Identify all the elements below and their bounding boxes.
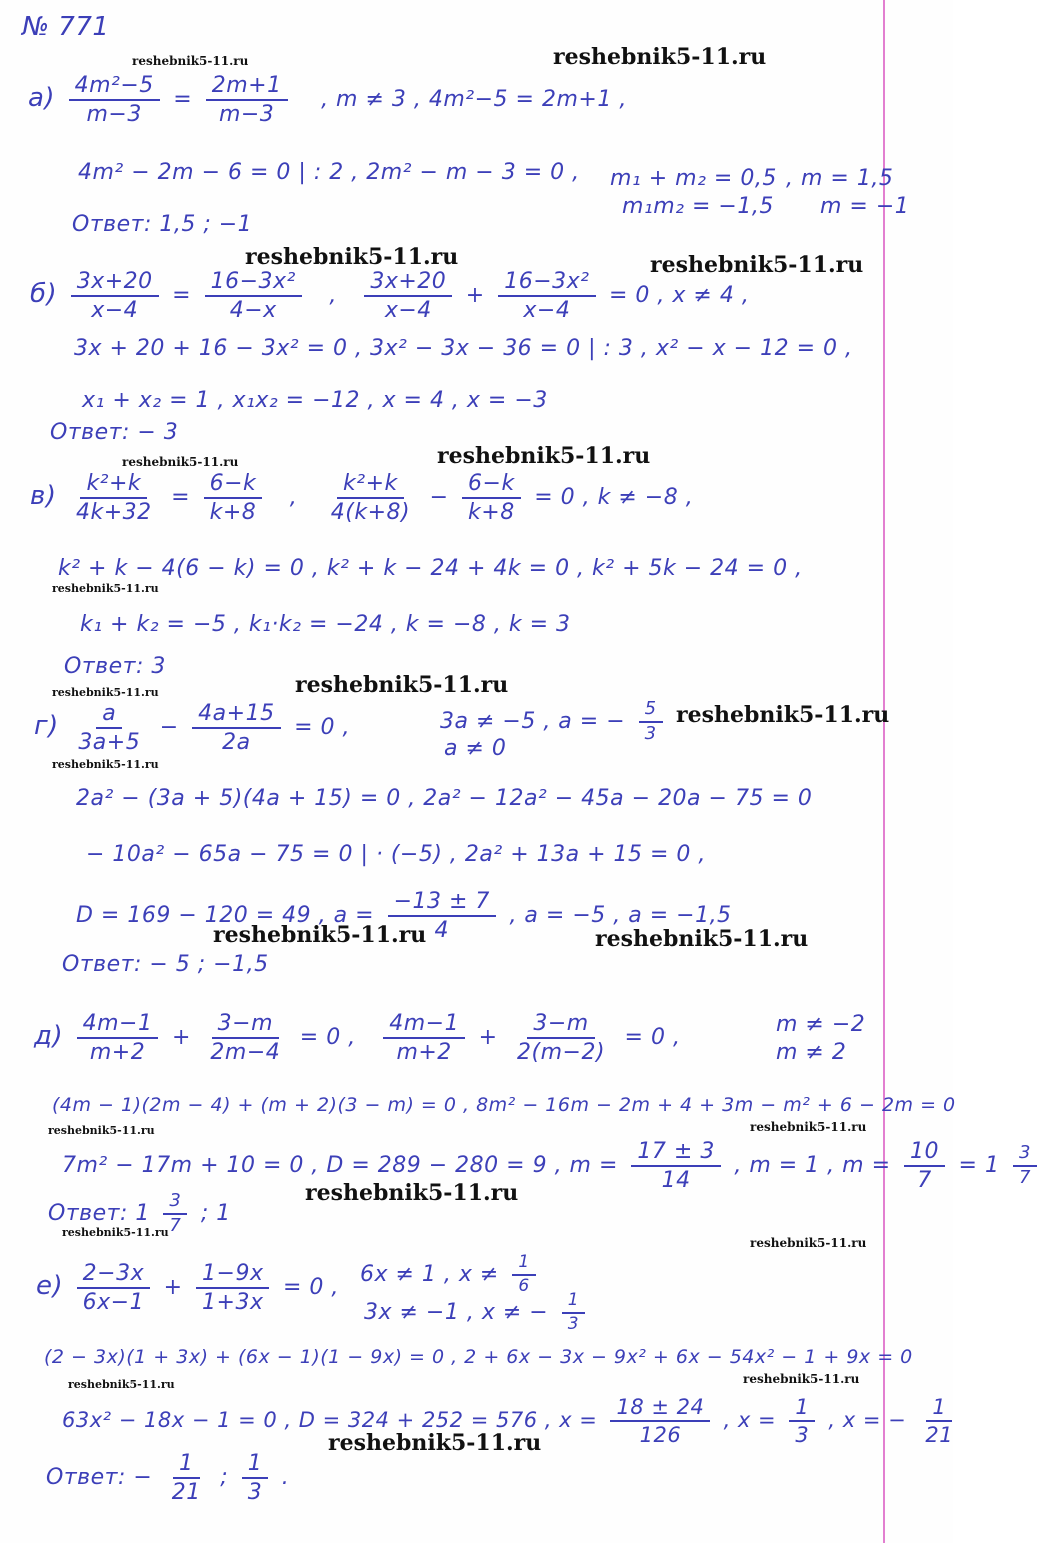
numerator: 6−k bbox=[204, 472, 263, 499]
denominator: 6 bbox=[518, 1275, 530, 1296]
condition-text: 3a ≠ −5 , a = − bbox=[440, 708, 626, 734]
part-a-line2: 4m² − 2m − 6 = 0 | : 2 , 2m² − m − 3 = 0 , bbox=[78, 160, 580, 185]
part-a-line1 bbox=[28, 74, 627, 126]
equals-zero: = 0 , bbox=[282, 1275, 339, 1301]
numerator: 2−3x bbox=[77, 1262, 150, 1289]
watermark: reshebnik5-11.ru bbox=[48, 1124, 155, 1137]
discriminant-text: 7m² − 17m + 10 = 0 , D = 289 − 280 = 9 , m = bbox=[62, 1153, 618, 1179]
watermark: reshebnik5-11.ru bbox=[245, 244, 459, 270]
fraction bbox=[205, 270, 302, 322]
denominator: 21 bbox=[171, 1480, 201, 1506]
discriminant-text: D = 169 − 120 = 49 , a = bbox=[76, 903, 375, 929]
watermark: reshebnik5-11.ru bbox=[213, 922, 427, 948]
numerator: 17 ± 3 bbox=[631, 1140, 720, 1167]
part-b-line3: x₁ + x₂ = 1 , x₁x₂ = −12 , x = 4 , x = −3 bbox=[82, 388, 548, 413]
fraction bbox=[388, 890, 496, 942]
plus-sign: + bbox=[163, 1275, 183, 1301]
part-e-line3 bbox=[62, 1396, 965, 1446]
watermark: reshebnik5-11.ru bbox=[743, 1372, 860, 1386]
part-a-root2: m = −1 bbox=[820, 194, 910, 219]
denominator: 2a bbox=[222, 730, 251, 756]
minus-sign: − bbox=[429, 485, 449, 511]
condition-text: , m ≠ 3 , 4m²−5 = 2m+1 , bbox=[321, 87, 627, 113]
part-b-line1 bbox=[30, 270, 749, 322]
part-v-line3: k₁ + k₂ = −5 , k₁·k₂ = −24 , k = −8 , k = 3 bbox=[80, 612, 571, 637]
numerator: 3x+20 bbox=[71, 270, 159, 297]
equals-sign: = bbox=[173, 87, 193, 113]
numerator: 4m−1 bbox=[383, 1012, 465, 1039]
plus-sign: + bbox=[478, 1025, 498, 1051]
part-d-line3 bbox=[62, 1140, 1043, 1192]
fraction bbox=[562, 1292, 585, 1334]
roots-text: , a = −5 , a = −1,5 bbox=[509, 903, 732, 929]
part-g-line3: − 10a² − 65a − 75 = 0 | · (−5) , 2a² + 13a + 15 = 0 , bbox=[86, 842, 706, 867]
condition-text: 3x ≠ −1 , x ≠ − bbox=[364, 1299, 549, 1325]
watermark: reshebnik5-11.ru bbox=[328, 1430, 542, 1456]
denominator: 126 bbox=[639, 1423, 682, 1448]
numerator: 16−3x² bbox=[498, 270, 595, 297]
denominator: 3 bbox=[795, 1423, 810, 1448]
fraction bbox=[904, 1140, 945, 1192]
denominator: 6x−1 bbox=[82, 1290, 145, 1316]
part-v-answer: Ответ: 3 bbox=[64, 654, 166, 679]
numerator: 1 bbox=[789, 1396, 815, 1422]
part-b-line2: 3x + 20 + 16 − 3x² = 0 , 3x² − 3x − 36 = 0 | : 3 , x² − x − 12 = 0 , bbox=[74, 336, 853, 361]
denominator: m−3 bbox=[218, 102, 275, 128]
fraction bbox=[364, 270, 452, 322]
roots-text: , x = bbox=[723, 1408, 777, 1433]
watermark: reshebnik5-11.ru bbox=[62, 1226, 169, 1239]
denominator: 7 bbox=[917, 1168, 932, 1194]
fraction bbox=[242, 1452, 269, 1504]
numerator: 5 bbox=[639, 700, 663, 723]
fraction bbox=[70, 472, 158, 524]
part-a-vieta-product: m₁m₂ = −1,5 bbox=[622, 194, 774, 219]
fraction bbox=[77, 1012, 159, 1064]
part-d-condition2: m ≠ 2 bbox=[776, 1040, 847, 1065]
denominator: 21 bbox=[925, 1423, 954, 1448]
numerator: 3x+20 bbox=[364, 270, 452, 297]
denominator: x−4 bbox=[384, 298, 432, 324]
denominator: 3a+5 bbox=[78, 730, 141, 756]
part-d-answer bbox=[48, 1192, 231, 1236]
numerator: 1 bbox=[512, 1254, 535, 1276]
part-g-answer: Ответ: − 5 ; −1,5 bbox=[62, 952, 269, 977]
numerator: 3−m bbox=[527, 1012, 594, 1039]
fraction bbox=[204, 472, 263, 524]
watermark: reshebnik5-11.ru bbox=[676, 702, 890, 728]
denominator: x−4 bbox=[91, 298, 139, 324]
part-v-line2: k² + k − 4(6 − k) = 0 , k² + k − 24 + 4k = 0 , k² + 5k − 24 = 0 , bbox=[58, 556, 803, 581]
watermark: reshebnik5-11.ru bbox=[595, 926, 809, 952]
part-e-line1 bbox=[36, 1262, 339, 1314]
denominator: 4−x bbox=[229, 298, 277, 324]
denominator: 2m−4 bbox=[210, 1040, 281, 1066]
denominator: 14 bbox=[661, 1168, 691, 1194]
part-d-label: д) bbox=[34, 1021, 64, 1052]
part-g-condition2: a ≠ 0 bbox=[444, 736, 507, 761]
equals-zero: = 0 , bbox=[624, 1025, 681, 1051]
denominator: m+2 bbox=[89, 1040, 146, 1066]
fraction bbox=[498, 270, 595, 322]
denominator: 7 bbox=[1018, 1167, 1031, 1189]
fraction bbox=[383, 1012, 465, 1064]
part-d-line2: (4m − 1)(2m − 4) + (m + 2)(3 − m) = 0 , 8m² − 16m − 2m + 4 + 3m − m² + 6 − 2m = 0 bbox=[52, 1094, 956, 1116]
equals-sign: = bbox=[172, 283, 192, 309]
fraction bbox=[206, 74, 288, 126]
plus-sign: + bbox=[171, 1025, 191, 1051]
part-e-condition2 bbox=[364, 1292, 591, 1334]
numerator: 3 bbox=[1013, 1144, 1037, 1167]
watermark: reshebnik5-11.ru bbox=[68, 1378, 175, 1391]
fraction bbox=[72, 702, 146, 754]
numerator: 4a+15 bbox=[192, 702, 280, 729]
watermark: reshebnik5-11.ru bbox=[295, 672, 509, 698]
denominator: 2(m−2) bbox=[517, 1040, 606, 1066]
fraction bbox=[639, 700, 663, 744]
fraction bbox=[325, 472, 416, 524]
separator: , bbox=[329, 283, 337, 309]
denominator: 3 bbox=[644, 722, 657, 744]
fraction bbox=[196, 1262, 269, 1314]
numerator: 18 ± 24 bbox=[610, 1396, 710, 1422]
denominator: k+8 bbox=[209, 500, 257, 526]
numerator: 6−k bbox=[462, 472, 521, 499]
fraction bbox=[77, 1262, 150, 1314]
part-d-line1 bbox=[34, 1012, 680, 1064]
denominator: 4k+32 bbox=[75, 500, 152, 526]
watermark: reshebnik5-11.ru bbox=[122, 455, 239, 469]
answer-text: Ответ: − bbox=[46, 1465, 153, 1491]
numerator: 2m+1 bbox=[206, 74, 288, 101]
numerator: 3−m bbox=[212, 1012, 279, 1039]
denominator: m+2 bbox=[396, 1040, 452, 1066]
watermark: reshebnik5-11.ru bbox=[52, 582, 159, 595]
mixed-number-whole: = 1 bbox=[958, 1153, 1000, 1179]
denominator: m−3 bbox=[86, 102, 142, 128]
answer-text: Ответ: 1 bbox=[48, 1200, 150, 1226]
numerator: k²+k bbox=[80, 472, 147, 499]
numerator: −13 ± 7 bbox=[388, 890, 496, 917]
part-g-line2: 2a² − (3a + 5)(4a + 15) = 0 , 2a² − 12a² − 45a − 20a − 75 = 0 bbox=[76, 786, 813, 811]
fraction bbox=[610, 1396, 710, 1446]
margin-line bbox=[883, 0, 885, 1543]
fraction bbox=[166, 1452, 207, 1504]
exercise-number: № 771 bbox=[22, 12, 110, 42]
numerator: 1 bbox=[562, 1292, 585, 1314]
part-a-label: а) bbox=[28, 83, 56, 114]
numerator: k²+k bbox=[337, 472, 404, 499]
discriminant-text: 63x² − 18x − 1 = 0 , D = 324 + 252 = 576 , x = bbox=[62, 1408, 598, 1433]
fraction bbox=[69, 74, 160, 126]
separator: , bbox=[289, 485, 298, 511]
part-d-condition1: m ≠ −2 bbox=[776, 1012, 866, 1037]
fraction bbox=[163, 1192, 187, 1236]
denominator: 1+3x bbox=[202, 1290, 264, 1316]
denominator: k+8 bbox=[468, 500, 515, 526]
fraction bbox=[631, 1140, 720, 1192]
numerator: 4m−1 bbox=[77, 1012, 159, 1039]
part-b-label: б) bbox=[30, 279, 58, 310]
watermark: reshebnik5-11.ru bbox=[437, 443, 651, 469]
equals-sign: = bbox=[171, 485, 191, 511]
part-g-label: г) bbox=[34, 711, 59, 742]
watermark: reshebnik5-11.ru bbox=[52, 758, 159, 771]
fraction bbox=[204, 1012, 286, 1064]
numerator: 10 bbox=[904, 1140, 945, 1167]
fraction bbox=[462, 472, 521, 524]
denominator: 3 bbox=[567, 1313, 580, 1334]
watermark: reshebnik5-11.ru bbox=[132, 54, 249, 68]
part-b-answer: Ответ: − 3 bbox=[50, 420, 179, 445]
denominator: 4 bbox=[434, 918, 449, 944]
denominator: 7 bbox=[169, 1214, 182, 1236]
separator: ; bbox=[220, 1465, 229, 1491]
numerator: 3 bbox=[163, 1192, 187, 1215]
fraction bbox=[71, 270, 159, 322]
equals-zero: = 0 , bbox=[294, 715, 350, 741]
part-g-line1 bbox=[34, 702, 350, 754]
part-a-answer: Ответ: 1,5 ; −1 bbox=[72, 212, 253, 237]
numerator: 1 bbox=[926, 1396, 952, 1422]
part-e-answer bbox=[46, 1452, 289, 1504]
watermark: reshebnik5-11.ru bbox=[650, 252, 864, 278]
denominator: x−4 bbox=[523, 298, 571, 324]
watermark: reshebnik5-11.ru bbox=[553, 44, 767, 70]
fraction bbox=[192, 702, 280, 754]
fraction bbox=[919, 1396, 959, 1446]
numerator: 1−9x bbox=[196, 1262, 269, 1289]
part-e-label: е) bbox=[36, 1271, 64, 1302]
fraction bbox=[511, 1012, 611, 1064]
numerator: 16−3x² bbox=[205, 270, 302, 297]
part-v-line1 bbox=[30, 472, 693, 524]
part-g-line4 bbox=[76, 890, 732, 942]
denominator: 4(k+8) bbox=[330, 500, 411, 526]
answer-text: . bbox=[281, 1465, 290, 1491]
condition-text: = 0 , x ≠ 4 , bbox=[609, 283, 750, 309]
numerator: 1 bbox=[242, 1452, 269, 1479]
numerator: a bbox=[96, 702, 122, 729]
part-e-line2: (2 − 3x)(1 + 3x) + (6x − 1)(1 − 9x) = 0 , 2 + 6x − 3x − 9x² + 6x − 54x² − 1 + 9x = 0 bbox=[44, 1346, 913, 1368]
part-e-condition1 bbox=[360, 1254, 542, 1296]
roots-text: , x = − bbox=[828, 1408, 907, 1433]
roots-text: , m = 1 , m = bbox=[734, 1153, 891, 1179]
condition-text: 6x ≠ 1 , x ≠ bbox=[360, 1261, 499, 1287]
equals-zero: = 0 , bbox=[299, 1025, 356, 1051]
condition-text: = 0 , k ≠ −8 , bbox=[534, 485, 694, 511]
part-a-vieta-sum: m₁ + m₂ = 0,5 bbox=[610, 166, 777, 191]
denominator: 3 bbox=[247, 1480, 263, 1506]
part-a-root1: , m = 1,5 bbox=[786, 166, 894, 191]
numerator: 4m²−5 bbox=[69, 74, 160, 101]
part-v-label: в) bbox=[30, 481, 57, 512]
fraction bbox=[1013, 1144, 1037, 1188]
watermark: reshebnik5-11.ru bbox=[750, 1120, 867, 1134]
fraction bbox=[512, 1254, 535, 1296]
plus-sign: + bbox=[465, 283, 485, 309]
watermark: reshebnik5-11.ru bbox=[305, 1180, 519, 1206]
fraction bbox=[789, 1396, 815, 1446]
minus-sign: − bbox=[159, 715, 179, 741]
answer-text: ; 1 bbox=[200, 1200, 231, 1226]
numerator: 1 bbox=[173, 1452, 200, 1479]
watermark: reshebnik5-11.ru bbox=[52, 686, 159, 699]
watermark: reshebnik5-11.ru bbox=[750, 1236, 867, 1250]
